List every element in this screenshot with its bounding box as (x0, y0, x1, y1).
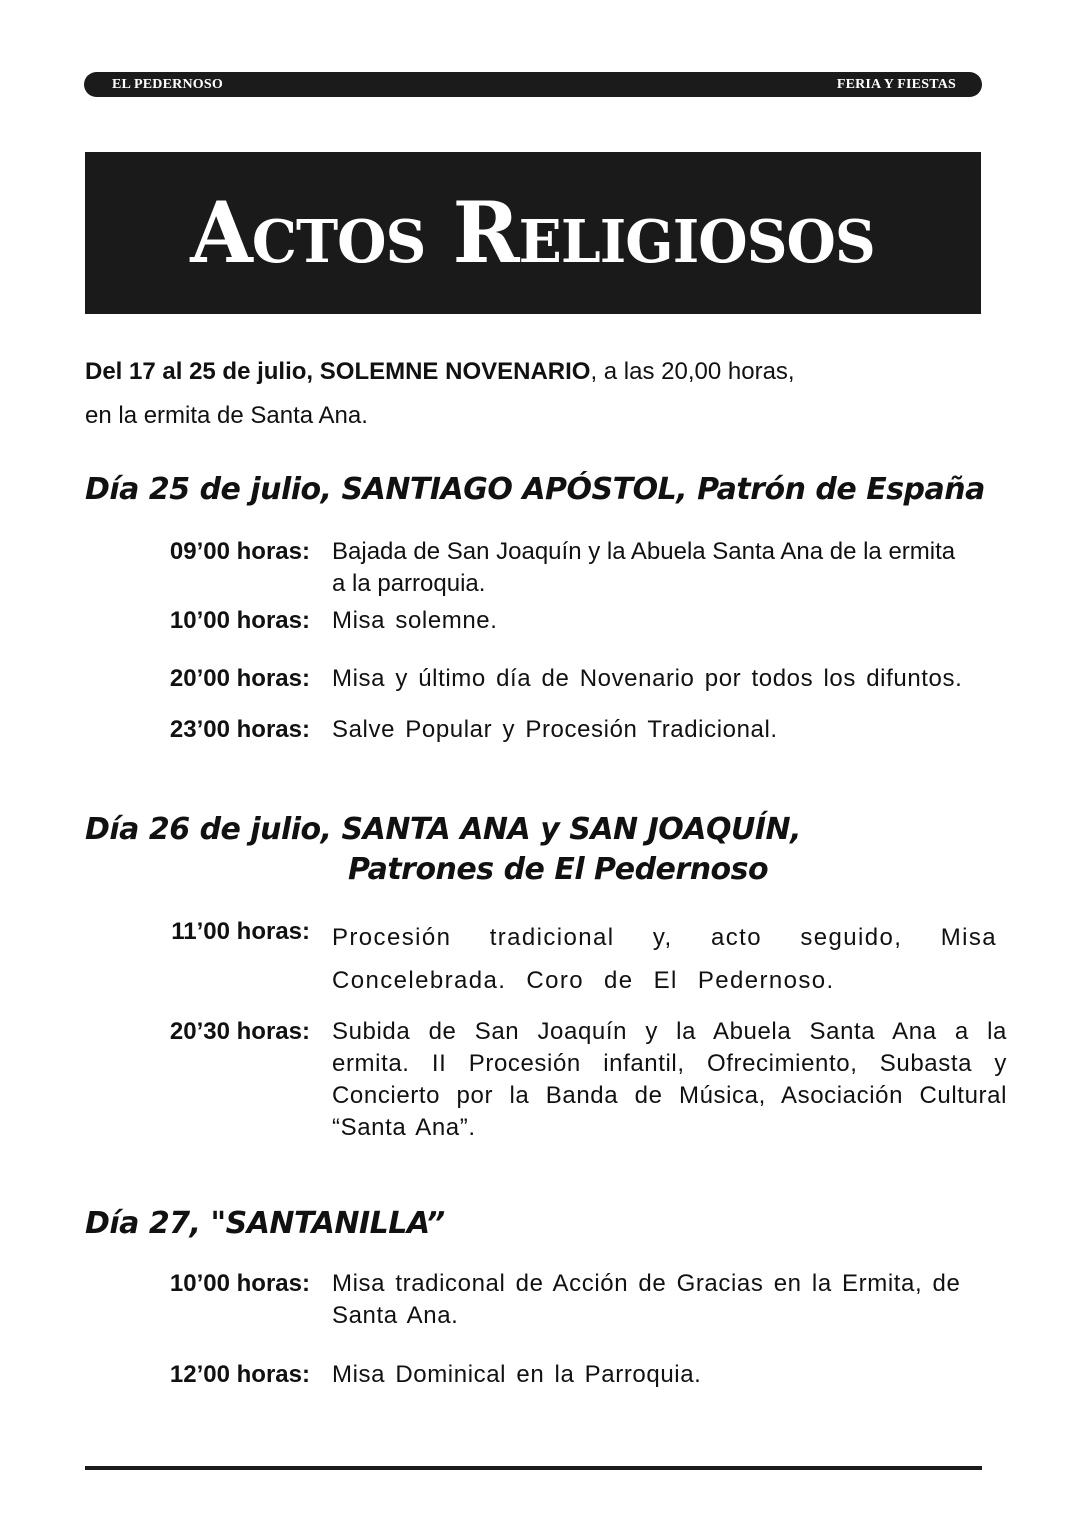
header-left: EL PEDERNOSO (112, 76, 223, 92)
event-row (122, 1016, 1007, 1144)
event-row (122, 714, 1002, 746)
event-description: Procesión tradicional y, acto seguido, Misa Concelebrada. Coro de El Pedernoso. (332, 924, 997, 994)
section-heading-25: Día 25 de julio, SANTIAGO APÓSTOL, Patrón de España (85, 472, 985, 507)
section-heading-26-line-2: Patrones de El Pedernoso (348, 852, 769, 887)
event-time: 11’00 horas: (171, 918, 310, 945)
event-description: Salve Popular y Procesión Tradicional. (332, 716, 778, 743)
intro-paragraph (85, 350, 1005, 438)
event-time: 23’00 horas: (169, 716, 310, 743)
running-header (84, 72, 982, 97)
event-description: Bajada de San Joaquín y la Abuela Santa Ana de la ermita a la parroquia. (332, 538, 956, 597)
event-description: Misa solemne. (332, 607, 498, 634)
event-time: 10’00 horas: (169, 1270, 310, 1297)
intro-line-2: en la ermita de Santa Ana. (85, 402, 368, 429)
event-description: Misa tradiconal de Acción de Gracias en la Ermita, de Santa Ana. (332, 1270, 961, 1329)
section-heading-26 (85, 810, 801, 890)
header-right: FERIA Y FIESTAS (836, 76, 956, 92)
event-description: Misa Dominical en la Parroquia. (332, 1361, 702, 1388)
event-description: Subida de San Joaquín y la Abuela Santa Ana a la ermita. II Procesión infantil, Ofrecimiento, Subasta y Concierto por la Banda de Música, Asociación Cultural “Santa Ana”. (332, 1018, 1007, 1141)
event-time: 12’00 horas: (169, 1361, 310, 1388)
event-time: 10’00 horas: (169, 607, 310, 634)
event-row (122, 536, 1002, 600)
event-time: 20’30 horas: (169, 1018, 310, 1045)
event-description: Misa y último día de Novenario por todos los difuntos. (332, 665, 963, 692)
page-title: Actos Religiosos (190, 183, 876, 282)
event-row (122, 916, 1002, 1002)
title-banner (85, 152, 981, 314)
event-row (122, 605, 1002, 637)
event-row (122, 663, 1002, 695)
section-heading-27: Día 27, "SANTANILLA” (85, 1206, 445, 1241)
event-row (122, 1268, 1002, 1332)
intro-line-1 (85, 350, 1005, 394)
event-time: 20’00 horas: (169, 665, 310, 692)
footer-rule (85, 1466, 982, 1470)
event-row (122, 1359, 1002, 1391)
intro-bold: Del 17 al 25 de julio, SOLEMNE NOVENARIO (85, 358, 591, 385)
intro-rest: , a las 20,00 horas, (590, 358, 795, 385)
event-time: 09’00 horas: (169, 538, 310, 565)
section-heading-26-line-1: Día 26 de julio, SANTA ANA y SAN JOAQUÍN, (85, 812, 801, 847)
